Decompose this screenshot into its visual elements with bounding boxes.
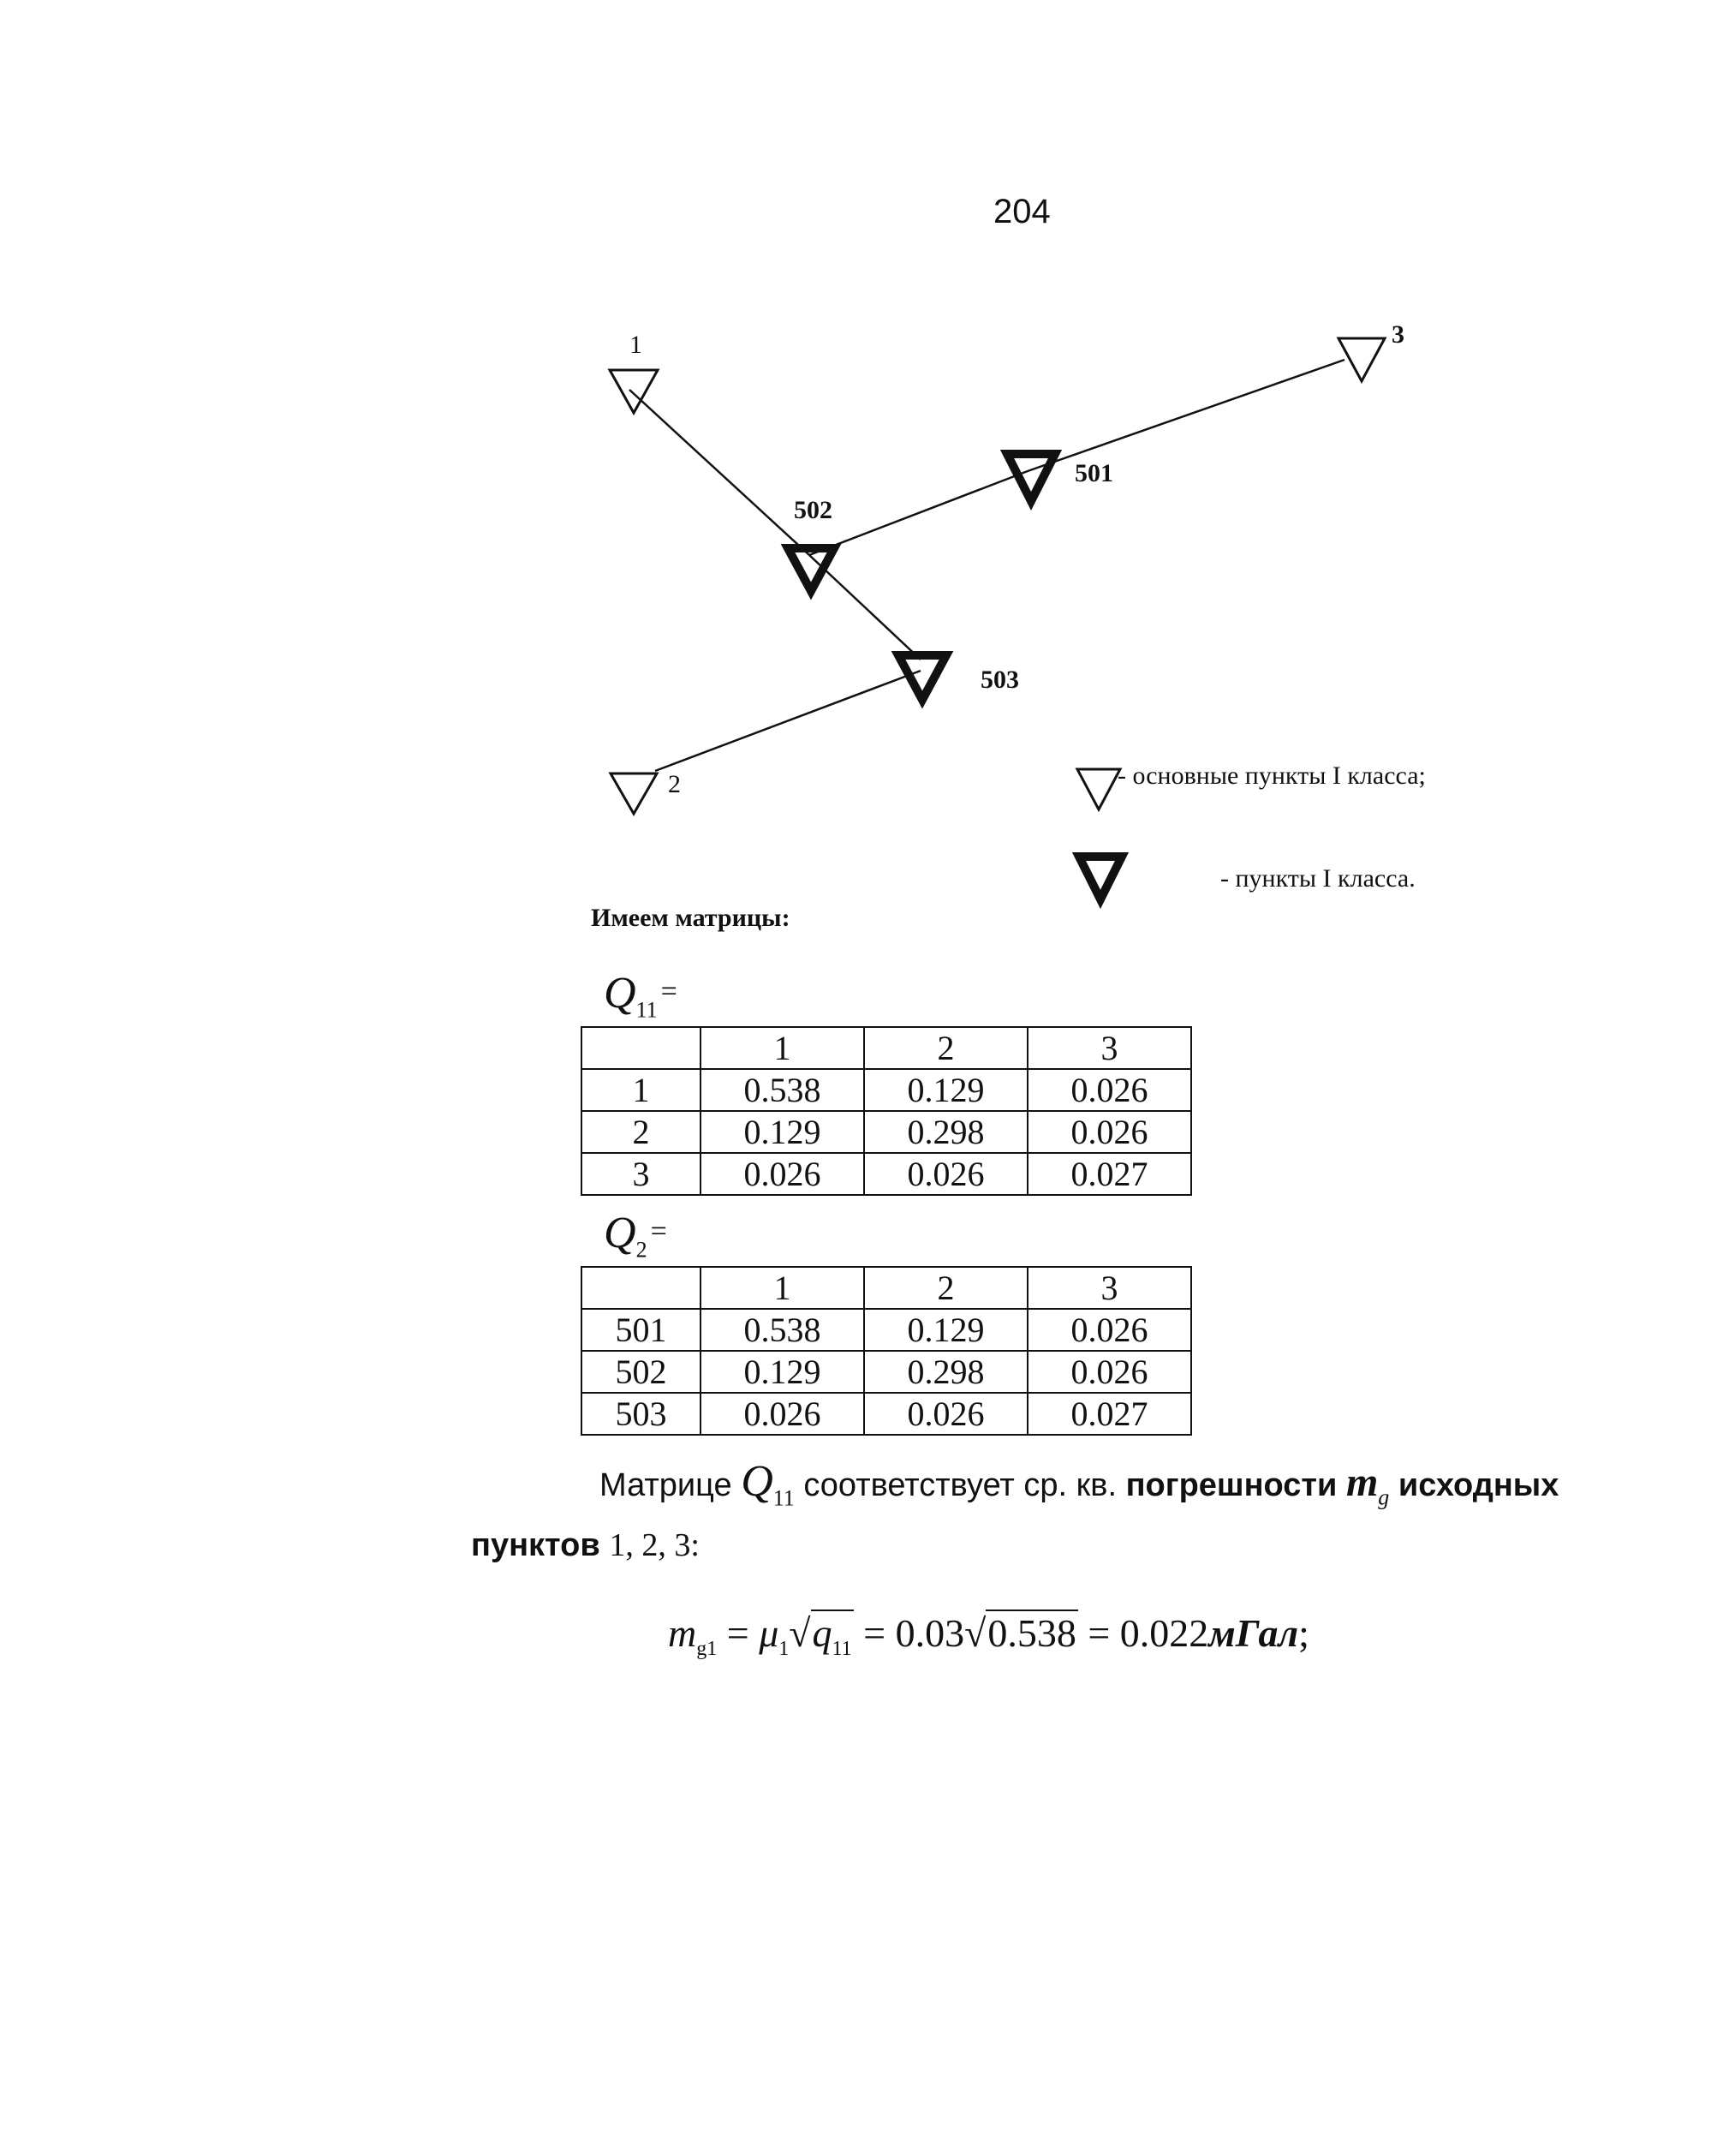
table-row: 1 0.538 0.129 0.026 bbox=[581, 1069, 1191, 1111]
paragraph-line-1: Матрице $Q_{11}$ соответствует ср. кв. погрешности $m_g$ исходных bbox=[599, 1457, 1559, 1511]
legend bbox=[1077, 761, 1426, 899]
line-1-502 bbox=[629, 390, 809, 555]
legend-points-text: - пункты I класса. bbox=[1220, 864, 1416, 893]
symbol-q11: $Q_{11}$ bbox=[741, 1457, 795, 1511]
matrix-q2-name: $Q_2=$ bbox=[604, 1209, 667, 1263]
table-row: 501 0.538 0.129 0.026 bbox=[581, 1309, 1191, 1351]
label-point-502: 502 bbox=[794, 496, 832, 524]
point-3-triangle bbox=[1338, 338, 1385, 381]
legend-main-points-text: - основные пункты I класса; bbox=[1118, 761, 1426, 790]
point-2-triangle bbox=[611, 773, 657, 814]
symbol-mg: $m_g$ bbox=[1345, 1460, 1390, 1510]
legend-bold-triangle-icon bbox=[1079, 857, 1122, 899]
label-point-1: 1 bbox=[629, 331, 642, 359]
point-503-triangle bbox=[898, 655, 946, 700]
network-lines bbox=[629, 360, 1344, 771]
table-row: 503 0.026 0.026 0.027 bbox=[581, 1393, 1191, 1435]
label-point-503: 503 bbox=[981, 666, 1019, 694]
table-row: 502 0.129 0.298 0.026 bbox=[581, 1351, 1191, 1393]
matrix-q11-name: $Q_{11}=$ bbox=[604, 969, 677, 1023]
legend-thin-triangle-icon bbox=[1077, 769, 1120, 809]
network-diagram bbox=[0, 0, 1723, 942]
matrix-q2-table bbox=[581, 1266, 1192, 1436]
page-number: 204 bbox=[993, 193, 1051, 230]
intro-text: Имеем матрицы: bbox=[591, 904, 790, 932]
line-501-3 bbox=[1028, 360, 1344, 471]
table-row: 3 0.026 0.026 0.027 bbox=[581, 1153, 1191, 1195]
table-header-row: 1 2 3 bbox=[581, 1267, 1191, 1309]
point-1-triangle bbox=[610, 370, 658, 413]
table-header-row: 1 2 3 bbox=[581, 1027, 1191, 1069]
line-503-2 bbox=[655, 671, 921, 771]
point-501-triangle bbox=[1007, 454, 1055, 501]
formula-mg1: $m_{g1} = \mu_1√q_{11} = 0.03√0.538$ = 0.022мГал; bbox=[668, 1611, 1309, 1661]
matrix-q11-table bbox=[581, 1026, 1192, 1196]
table-row: 2 0.129 0.298 0.026 bbox=[581, 1111, 1191, 1153]
line-502-501 bbox=[809, 471, 1028, 555]
label-point-3: 3 bbox=[1392, 320, 1404, 349]
paragraph-line-2: пунктов 1, 2, 3: bbox=[471, 1527, 700, 1563]
label-point-501: 501 bbox=[1075, 459, 1113, 487]
label-point-2: 2 bbox=[668, 770, 681, 798]
